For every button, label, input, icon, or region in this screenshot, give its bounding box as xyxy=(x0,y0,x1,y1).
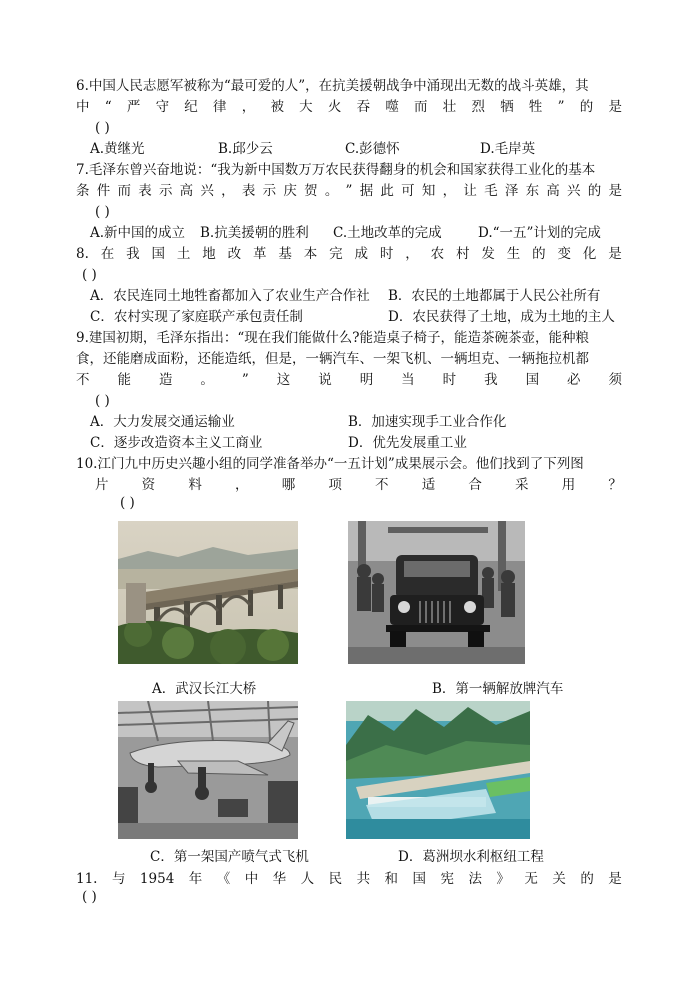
q11-stem-char: 中 xyxy=(244,871,259,887)
q11-stem-char: 关 xyxy=(552,871,566,887)
q10-stem-char: 哪 xyxy=(281,477,296,493)
q6-stem-char: 牲 xyxy=(528,99,543,115)
q6-stem-char: 烈 xyxy=(471,99,485,115)
q11-stem-char: 的 xyxy=(580,871,594,887)
q9-option-b: B．加速实现手工业合作化 xyxy=(348,414,507,430)
q8-stem-char: 成 xyxy=(354,246,369,262)
q6-stem-char: 大 xyxy=(299,99,313,115)
q6-option-b: B.邱少云 xyxy=(218,141,273,157)
q7-stem-char: 。 xyxy=(324,183,339,199)
q11-stem-char: 共 xyxy=(356,871,371,887)
q9-stem-char: 能 xyxy=(117,372,131,388)
q6-option-d: D.毛岸英 xyxy=(480,141,536,157)
q8-stem-char: 发 xyxy=(481,246,495,262)
q9-stem-char: ” xyxy=(241,372,249,388)
q7-stem-char: 示 xyxy=(158,183,173,199)
q7-stem-char: 高 xyxy=(546,183,560,199)
q6-stem-line2 xyxy=(76,98,622,116)
q10-answer-bracket: ( ) xyxy=(120,495,135,511)
q6-stem-line1: 6.中国人民志愿军被称为“最可爱的人”，在抗美援朝战争中涌现出无数的战斗英雄，其 xyxy=(76,78,589,94)
q8-stem-char: 国 xyxy=(151,246,166,262)
q10-stem-char: 采 xyxy=(515,477,529,493)
q9-answer-bracket: ( ) xyxy=(95,393,110,409)
q6-stem-char: “ xyxy=(104,99,112,115)
q8-stem-char: 农 xyxy=(430,246,445,262)
q9-stem-char: 这 xyxy=(276,372,291,388)
photo-jiefang-truck xyxy=(348,521,525,664)
q7-stem-char: 件 xyxy=(96,183,111,199)
q7-stem-char: 表 xyxy=(241,183,256,199)
q11-stem-char: 》 xyxy=(496,871,510,887)
q10-caption-a: A．武汉长江大桥 xyxy=(152,681,257,697)
q10-stem-char: 资 xyxy=(141,477,156,493)
q7-stem-char: 让 xyxy=(463,183,477,199)
q6-stem-char: ” xyxy=(557,99,565,115)
q9-option-d: D．优先发展重工业 xyxy=(348,435,467,451)
q7-stem-char: 高 xyxy=(179,183,194,199)
q10-stem-char: 料 xyxy=(188,477,202,493)
q7-stem-char: 是 xyxy=(608,183,622,199)
q8-option-d: D．农民获得了土地，成为土地的主人 xyxy=(388,309,615,325)
q7-stem-char: 贺 xyxy=(304,183,318,199)
q10-stem-char: ？ xyxy=(608,477,622,493)
q6-stem-char: 壮 xyxy=(442,99,457,115)
q9-stem-char: 必 xyxy=(567,372,581,388)
q8-stem-char: 我 xyxy=(126,246,140,262)
q7-stem-char: ， xyxy=(442,183,457,199)
q9-stem-char: 。 xyxy=(200,372,214,388)
q8-stem-char: 是 xyxy=(608,246,622,262)
q7-stem-char: 东 xyxy=(525,183,540,199)
q9-stem-char: 明 xyxy=(359,372,374,388)
q10-stem-char: 适 xyxy=(421,477,436,493)
q6-stem-char: 火 xyxy=(327,99,342,115)
q9-stem-char: 时 xyxy=(442,372,457,388)
q8-stem-char: 革 xyxy=(253,246,267,262)
q9-stem-char: 我 xyxy=(484,372,498,388)
q6-stem-char: 是 xyxy=(608,99,622,115)
q8-stem-char: ， xyxy=(405,246,419,262)
q7-stem-char: 据 xyxy=(359,183,374,199)
q9-stem-char: 国 xyxy=(525,372,540,388)
q7-option-b: B.抗美援朝的胜利 xyxy=(200,225,309,241)
q8-stem-char: 土 xyxy=(176,246,191,262)
q11-stem-char: 年 xyxy=(188,871,203,887)
q11-stem-char: 《 xyxy=(216,871,231,887)
q11-stem-char: 华 xyxy=(272,871,287,887)
q8-stem-char: 化 xyxy=(582,246,597,262)
photo-jet-aircraft xyxy=(118,701,298,839)
q10-caption-c: C．第一架国产喷气式飞机 xyxy=(150,849,309,865)
q7-option-d: D.“一五”计划的完成 xyxy=(478,225,601,241)
q7-stem-char: ” xyxy=(345,183,353,199)
q7-option-c: C.土地改革的完成 xyxy=(333,225,442,241)
q11-stem-char: 1954 xyxy=(139,871,175,887)
q8-stem-char: 完 xyxy=(329,246,343,262)
q10-stem-line2 xyxy=(95,476,622,494)
photo-gezhouba-dam xyxy=(346,701,530,839)
q9-stem-char: 不 xyxy=(76,372,90,388)
q7-stem-char: ， xyxy=(221,183,235,199)
q11-stem-line1 xyxy=(76,870,622,888)
q10-stem-char: 项 xyxy=(328,477,342,493)
q9-stem-line2: 食，还能磨成面粉，还能造纸，但是，一辆汽车、一架飞机、一辆坦克、一辆拖拉机都 xyxy=(76,351,589,367)
q8-option-b: B．农民的土地都属于人民公社所有 xyxy=(388,288,601,304)
q6-stem-char: 严 xyxy=(126,99,141,115)
q9-stem-line3 xyxy=(76,371,622,389)
q7-stem-char: 兴 xyxy=(200,183,214,199)
q7-stem-char: 庆 xyxy=(283,183,297,199)
q7-stem-char: 可 xyxy=(401,183,415,199)
q11-stem-char: 无 xyxy=(524,871,538,887)
q7-stem-char: 毛 xyxy=(484,183,498,199)
q11-stem-char: 与 xyxy=(111,871,126,887)
q6-stem-char: 噬 xyxy=(385,99,399,115)
q9-stem-char: 说 xyxy=(318,372,332,388)
q6-answer-bracket: ( ) xyxy=(95,120,110,136)
q7-stem-char: 的 xyxy=(587,183,602,199)
q10-stem-char: ， xyxy=(235,477,249,493)
q8-option-a: A．农民连同土地牲畜都加入了农业生产合作社 xyxy=(90,288,370,304)
q8-stem-char: 本 xyxy=(303,246,318,262)
q6-stem-char: 牺 xyxy=(500,99,514,115)
q11-answer-bracket: ( ) xyxy=(82,889,97,905)
q6-stem-char: 纪 xyxy=(184,99,198,115)
q10-stem-char: 用 xyxy=(561,477,576,493)
q8-stem-char: 8. xyxy=(76,246,89,262)
q11-stem-char: 和 xyxy=(384,871,399,887)
q7-stem-char: 示 xyxy=(262,183,277,199)
q11-stem-char: 11. xyxy=(76,871,98,887)
q10-stem-char: 合 xyxy=(468,477,482,493)
q11-stem-char: 民 xyxy=(328,871,343,887)
q6-stem-char: 而 xyxy=(414,99,428,115)
q10-stem-char: 不 xyxy=(375,477,389,493)
q7-stem-char: 此 xyxy=(380,183,394,199)
q7-stem-line2 xyxy=(76,182,622,200)
q6-option-c: C.彭德怀 xyxy=(345,141,400,157)
q8-stem-char: 村 xyxy=(456,246,470,262)
q8-stem-line1 xyxy=(76,245,622,263)
q9-stem-char: 须 xyxy=(608,372,622,388)
q9-stem-char: 造 xyxy=(158,372,173,388)
q6-stem-char: ， xyxy=(241,99,256,115)
q11-stem-char: 宪 xyxy=(440,871,454,887)
q7-stem-char: 泽 xyxy=(504,183,519,199)
q8-stem-char: 的 xyxy=(532,246,546,262)
q7-stem-char: 条 xyxy=(76,183,90,199)
q8-stem-char: 地 xyxy=(202,246,216,262)
q11-stem-char: 国 xyxy=(412,871,426,887)
q8-option-c: C．农村实现了家庭联产承包责任制 xyxy=(90,309,303,325)
q10-stem-line1: 10.江门九中历史兴趣小组的同学准备举办“一五计划”成果展示会。他们找到了下列图 xyxy=(76,456,584,472)
q8-stem-char: 生 xyxy=(506,246,521,262)
q6-stem-char: 守 xyxy=(155,99,170,115)
photo-wuhan-bridge xyxy=(118,521,298,664)
q6-stem-char: 的 xyxy=(579,99,594,115)
q9-option-a: A．大力发展交通运输业 xyxy=(90,414,235,430)
q10-stem-char: 片 xyxy=(95,477,109,493)
q9-option-c: C．逐步改造资本主义工商业 xyxy=(90,435,263,451)
q6-stem-char: 吞 xyxy=(356,99,371,115)
q11-stem-char: 人 xyxy=(300,871,315,887)
q6-stem-char: 中 xyxy=(76,99,90,115)
q10-caption-d: D．葛洲坝水利枢纽工程 xyxy=(398,849,544,865)
q8-stem-char: 时 xyxy=(379,246,394,262)
q8-answer-bracket: ( ) xyxy=(82,267,97,283)
q7-stem-char: 表 xyxy=(138,183,152,199)
q6-option-a: A.黄继光 xyxy=(90,141,145,157)
q9-stem-char: 当 xyxy=(401,372,415,388)
q7-option-a: A.新中国的成立 xyxy=(90,225,186,241)
q10-caption-b: B．第一辆解放牌汽车 xyxy=(432,681,564,697)
q7-stem-char: 兴 xyxy=(567,183,581,199)
q8-stem-char: 基 xyxy=(278,246,292,262)
q7-stem-char: 知 xyxy=(421,183,436,199)
q8-stem-char: 在 xyxy=(100,246,115,262)
q7-stem-line1: 7.毛泽东曾兴奋地说：“我为新中国数万万农民获得翻身的机会和国家获得工业化的基本 xyxy=(76,162,596,178)
q8-stem-char: 变 xyxy=(557,246,572,262)
q6-stem-char: 律 xyxy=(213,99,227,115)
q9-stem-line1: 9.建国初期，毛泽东指出：“现在我们能做什么?能造桌子椅子，能造茶碗茶壶，能种粮 xyxy=(76,330,590,346)
q11-stem-char: 法 xyxy=(468,871,482,887)
q8-stem-char: 改 xyxy=(227,246,242,262)
q6-stem-char: 被 xyxy=(270,99,284,115)
q7-stem-char: 而 xyxy=(117,183,131,199)
q7-answer-bracket: ( ) xyxy=(95,204,110,220)
q11-stem-char: 是 xyxy=(608,871,622,887)
